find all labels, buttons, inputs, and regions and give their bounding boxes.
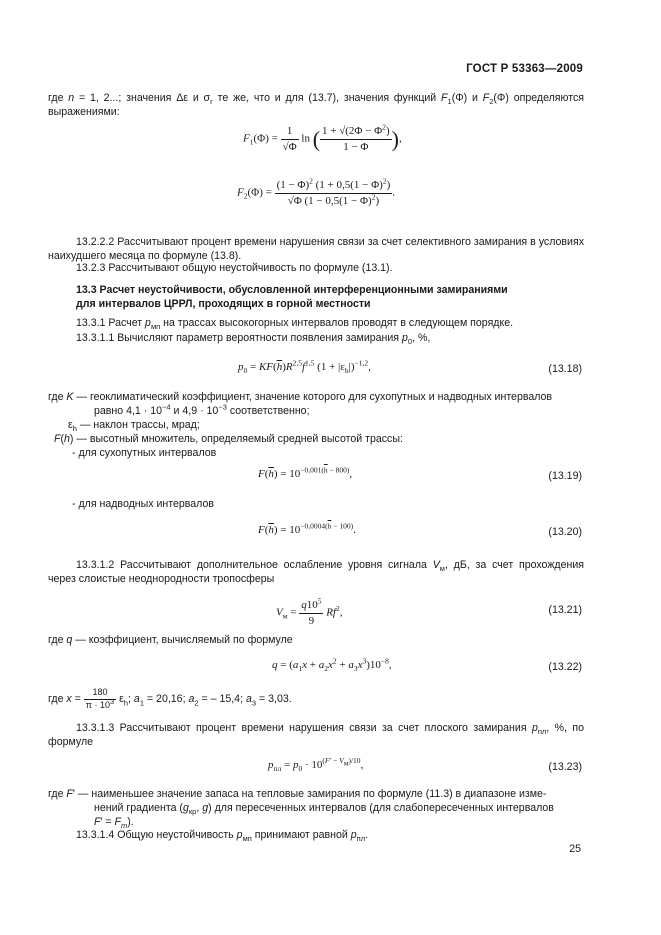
formula-13-21: $V_м$ = $\frac{q10^5}{9}$ Rf$^2$, <box>276 596 343 627</box>
F-def-line-3: $F' = F_m$). <box>94 815 134 831</box>
equation-number-13-21: (13.21) <box>548 604 582 616</box>
paragraph-13-2-2-2: 13.2.2.2 Рассчитывают процент времени нарушения связи за счет селективного замирания в условиях наихудшего месяца по формуле (13.8). <box>48 236 584 262</box>
formula-13-22: $q = (a_1x + a_2x^2 + a_3x^3)10^{-8}$, <box>272 656 392 674</box>
page-number: 25 <box>569 843 581 855</box>
equation-number-13-19: (13.19) <box>548 470 582 482</box>
section-title-line-1: 13.3 Расчет неустойчивости, обусловленной интерференционными замираниями <box>76 284 508 296</box>
formula-13-19: $F(\overline{h}) = 10^{-0,001(\overline{h} - 800)}$, <box>258 465 353 480</box>
section-title-13-3 <box>48 284 584 312</box>
intro-paragraph: где n = 1, 2...; значения Δε и $\sigma_г$ те же, что и для (13.7), значения функций $F_1(\Phi)$ и $F_2(\Phi)$ определяются выражениями: <box>48 92 585 118</box>
def-K-cont: равно $4,1 \cdot 10^{-4}$ и $4,9 \cdot 10^{-3}$ соответственно; <box>94 402 310 417</box>
formula-13-20: $F(\overline{h}) = 10^{-0,0004(\overline{h} - 100)}$. <box>258 521 356 536</box>
formula-f2: $F_2(\Phi)$ = $\frac{(1 - \Phi)^2 (1 + 0,5(1 - \Phi)^2)}{√\Phi (1 - 0,5(1 - \Phi)^2)}$ . <box>237 176 395 207</box>
paragraph-13-3-1-3: 13.3.1.3 Рассчитывают процент времени нарушения связи за счет плоского замирания $p_{пл}$, %, по формуле <box>48 722 584 748</box>
section-title-line-2: для интервалов ЦРРЛ, проходящих в горной местности <box>76 297 371 310</box>
document-header: ГОСТ Р 53363—2009 <box>466 63 583 75</box>
paragraph-13-3-1-2: 13.3.1.2 Рассчитывают дополнительное ослабление уровня сигнала $V_м$, дБ, за счет прохождения через слоистые неоднородности тропосферы <box>48 559 584 585</box>
F-def-line-1: где F′ — наименьшее значение запаса на тепловые замирания по формуле (11.3) в диапазоне изме- <box>48 788 547 800</box>
paragraph-13-3-1-1: 13.3.1.1 Вычисляют параметр вероятности появления замирания $p_0$, %, <box>76 332 431 347</box>
formula-13-18: $p_0 = KF(\overline{h})R^{2,5}f^{1,5}$ $(1 + |\varepsilon_h|)^{-1,2}$, <box>238 358 371 376</box>
definitions-block <box>48 391 584 461</box>
F-def-line-2: нений градиента ($g_{кр}$, g) для пересеченных интервалов (для слабопересеченных интервалов <box>94 801 554 817</box>
def-Fh: F(h) — высотный множитель, определяемый средней высотой трассы: <box>54 432 403 445</box>
def-eps: $\varepsilon_h$ — наклон трассы, мрад; <box>68 418 200 434</box>
formula-13-23: $p_{пл} = p_0 \cdot 10^{(F' - V_м)/10}$, <box>268 756 364 774</box>
def-water: - для надводных интервалов <box>72 498 214 510</box>
equation-number-13-22: (13.22) <box>548 661 582 673</box>
x-definition: где x = $\frac{180}{\pi \cdot 10^3}$ $\varepsilon_h$; $a_1 = 20,16$; $a_2$ = – 15,4; $a_3 = 3,03$. <box>48 687 292 710</box>
equation-number-13-20: (13.20) <box>548 526 582 538</box>
def-K: где K — геоклиматический коэффициент, значение которого для сухопутных и надводных интервалов <box>48 391 553 403</box>
F-definition-block <box>48 788 584 830</box>
paragraph-13-2-3: 13.2.3 Рассчитывают общую неустойчивость по формуле (13.1). <box>76 262 393 274</box>
equation-number-13-23: (13.23) <box>548 761 582 773</box>
formula-f1: $F_1(\Phi)$ = $\frac{1}{√\Phi}$ ln ( $\frac{1 + √(2\Phi - \Phi^2)}{1 - \Phi}$ ), <box>243 122 402 153</box>
def-land: - для сухопутных интервалов <box>72 446 217 459</box>
paragraph-13-3-1-4: 13.3.1.4 Общую неустойчивость $p_{мп}$ принимают равной $p_{пл}$. <box>76 829 369 844</box>
paragraph-13-3-1: 13.3.1 Расчет $p_{мп}$ на трассах высокогорных интервалов проводят в следующем порядке. <box>76 317 514 332</box>
equation-number-13-18: (13.18) <box>548 363 582 375</box>
q-definition: где q — коэффициент, вычисляемый по формуле <box>48 634 293 646</box>
